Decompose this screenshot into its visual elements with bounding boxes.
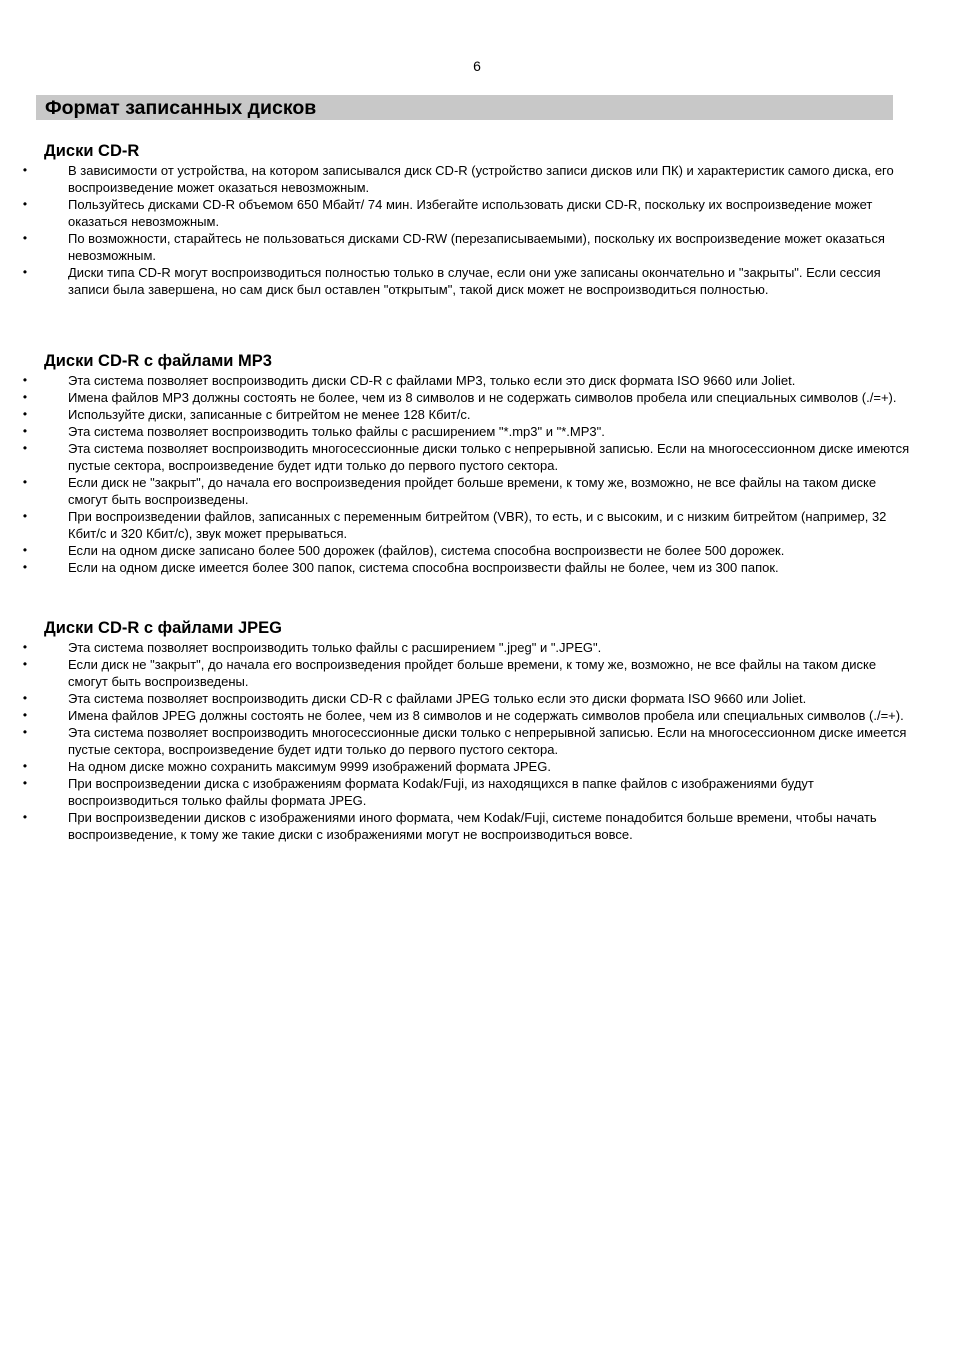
bullet-icon: • [22,407,28,421]
list-item [20,474,910,508]
bullet-list [22,162,910,298]
bullet-icon: • [22,725,28,739]
list-item-text: Эта система позволяет воспроизводить только файлы с расширением ".jpeg" и ".JPEG". [68,640,602,655]
list-item [20,389,910,406]
bullet-icon: • [22,163,28,177]
list-item-text: Имена файлов JPEG должны состоять не более, чем из 8 символов и не содержать символов пробела или специальных символов (./=+). [68,708,904,723]
bullet-icon: • [22,231,28,245]
page-title: Формат записанных дисков [45,97,317,119]
title-bar [36,95,893,120]
list-item-text: Если диск не "закрыт", до начала его воспроизведения пройдет больше времени, к тому же, возможно, не все файлы на таком диске смогут быть воспроизведены. [68,475,877,507]
list-item [20,264,910,298]
section-heading: Диски CD-R [44,142,140,160]
list-item [20,775,910,809]
list-item [20,440,910,474]
bullet-icon: • [22,265,28,279]
bullet-list [22,372,910,576]
bullet-icon: • [22,708,28,722]
bullet-icon: • [22,441,28,455]
list-item-text: Пользуйтесь дисками CD-R объемом 650 Мбайт/ 74 мин. Избегайте использовать диски CD-R, поскольку их воспроизведение может оказаться невозможным. [68,197,873,229]
bullet-icon: • [22,373,28,387]
bullet-icon: • [22,810,28,824]
list-item [20,372,910,389]
bullet-icon: • [22,560,28,574]
list-item [20,423,910,440]
list-item [20,707,910,724]
bullet-icon: • [22,691,28,705]
list-item-text: Если на одном диске имеется более 300 папок, система способна воспроизвести файлы не более, чем из 300 папок. [68,560,779,575]
list-item-text: Диски типа CD-R могут воспроизводиться полностью только в случае, если они уже записаны окончательно и "закрыты". Если сессия записи была завершена, но сам диск был оставлен "открытым", такой диск может не воспроизводиться полностью. [68,265,881,297]
bullet-icon: • [22,640,28,654]
list-item [20,542,910,559]
list-item-text: Используйте диски, записанные с битрейтом не менее 128 Кбит/с. [68,407,471,422]
list-item [20,559,910,576]
list-item-text: Эта система позволяет воспроизводить многосессионные диски только с непрерывной записью. Если на многосессионном диске имеется пустые сектора, воспроизведение будет идти только до первого пустого сектора. [68,725,907,757]
list-item-text: Если на одном диске записано более 500 дорожек (файлов), система способна воспроизвести не более 500 дорожек. [68,543,785,558]
section-cd-r-jpeg [22,618,910,843]
list-item [20,656,910,690]
bullet-icon: • [22,390,28,404]
bullet-icon: • [22,657,28,671]
list-item [20,508,910,542]
list-item [20,162,910,196]
list-item-text: При воспроизведении файлов, записанных с переменным битрейтом (VBR), то есть, и с высоким, и с низким битрейтом (например, 32 Кбит/с и 320 Кбит/с), звук может прерываться. [68,509,887,541]
list-item-text: Эта система позволяет воспроизводить только файлы с расширением "*.mp3" и "*.MP3". [68,424,605,439]
bullet-icon: • [22,759,28,773]
list-item [20,690,910,707]
list-item-text: При воспроизведении диска с изображениям формата Kodak/Fuji, из находящихся в папке файлов с изображениями будут воспроизводиться только файлы формата JPEG. [68,776,814,808]
list-item [20,196,910,230]
list-item-text: Эта система позволяет воспроизводить диски CD-R с файлами JPEG только если это диски формата ISO 9660 или Joliet. [68,691,807,706]
list-item-text: По возможности, старайтесь не пользоваться дисками CD-RW (перезаписываемыми), поскольку их воспроизведение может оказаться невозможным. [68,231,885,263]
section-heading: Диски CD-R с файлами JPEG [44,619,283,637]
bullet-icon: • [22,197,28,211]
bullet-icon: • [22,776,28,790]
list-item [20,230,910,264]
list-item-text: В зависимости от устройства, на котором записывался диск CD-R (устройство записи дисков или ПК) и характеристик самого диска, его воспроизведение может оказаться невозможным. [68,163,894,195]
list-item-text: Имена файлов MP3 должны состоять не более, чем из 8 символов и не содержать символов пробела или специальных символов (./=+). [68,390,897,405]
list-item [20,639,910,656]
section-cd-r [22,141,910,298]
bullet-icon: • [22,509,28,523]
bullet-list [22,639,910,843]
page-number: 6 [473,58,481,74]
list-item-text: Если диск не "закрыт", до начала его воспроизведения пройдет больше времени, к тому же, возможно, не все файлы на таком диске смогут быть воспроизведены. [68,657,877,689]
list-item [20,809,910,843]
list-item [20,758,910,775]
bullet-icon: • [22,475,28,489]
section-heading: Диски CD-R с файлами MP3 [44,352,272,370]
list-item-text: Эта система позволяет воспроизводить многосессионные диски только с непрерывной записью. Если на многосессионном диске имеются пустые сектора, воспроизведение будет идти только до первого пустого сектора. [68,441,910,473]
list-item-text: При воспроизведении дисков с изображениями иного формата, чем Kodak/Fuji, системе понадобится больше времени, чтобы начать воспроизведение, к тому же такие диски с изображениями могут не воспроизводиться вовсе. [68,810,877,842]
list-item [20,406,910,423]
bullet-icon: • [22,543,28,557]
list-item [20,724,910,758]
bullet-icon: • [22,424,28,438]
section-cd-r-mp3 [22,351,910,576]
list-item-text: Эта система позволяет воспроизводить диски CD-R с файлами MP3, только если это диск формата ISO 9660 или Joliet. [68,373,796,388]
list-item-text: На одном диске можно сохранить максимум 9999 изображений формата JPEG. [68,759,551,774]
